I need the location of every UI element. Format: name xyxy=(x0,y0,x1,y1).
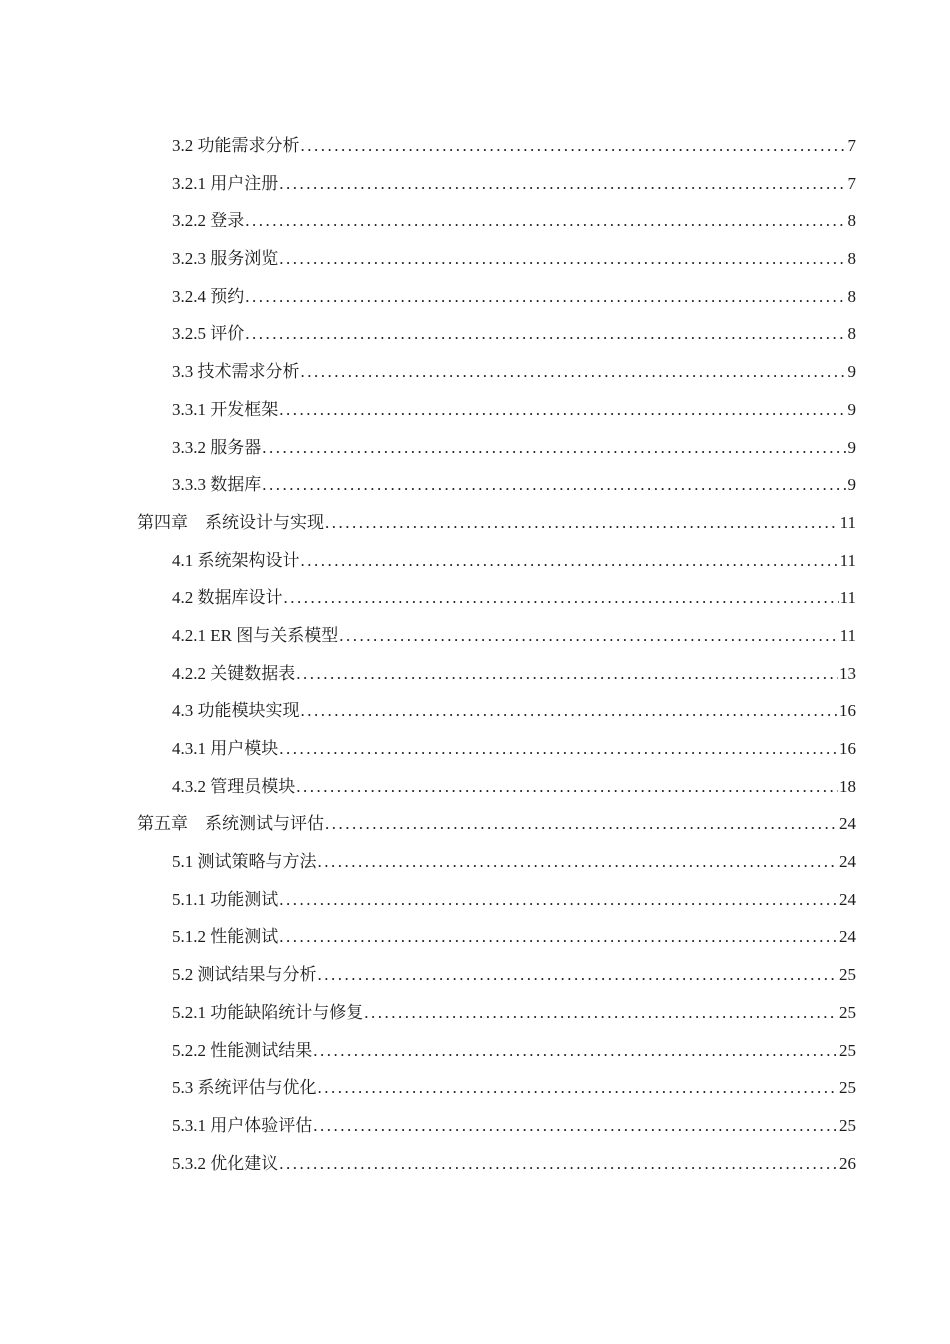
toc-entry[interactable] xyxy=(137,127,856,165)
toc-entry[interactable] xyxy=(137,730,856,768)
toc-entry-page-number: 26 xyxy=(839,1153,856,1173)
toc-entry-page-number: 9 xyxy=(847,437,856,457)
toc-entry-page-number: 25 xyxy=(839,965,856,985)
toc-entry-label: 3.2 功能需求分析 xyxy=(172,136,300,155)
toc-entry[interactable] xyxy=(137,429,856,467)
dotted-leader xyxy=(279,918,838,956)
toc-entry-label: 3.2.4 预约 xyxy=(172,286,245,306)
dotted-leader xyxy=(279,165,846,203)
toc-entry-page-number: 25 xyxy=(839,1078,856,1098)
dotted-leader xyxy=(313,1107,838,1145)
toc-entry-label: 3.3.1 开发框架 xyxy=(172,399,279,419)
dotted-leader xyxy=(296,768,838,806)
toc-entry[interactable] xyxy=(137,1107,856,1145)
toc-entry-page-number: 24 xyxy=(839,852,856,872)
dotted-leader xyxy=(301,353,847,391)
dotted-leader xyxy=(296,655,838,693)
toc-entry-page-number: 9 xyxy=(847,399,856,419)
toc-entry-label: 4.3.1 用户模块 xyxy=(172,739,279,758)
toc-entry-label: 5.3 系统评估与优化 xyxy=(172,1078,317,1098)
toc-entry-label: 3.2.3 服务浏览 xyxy=(172,249,279,269)
toc-entry-label: 5.1.2 性能测试 xyxy=(172,927,279,947)
toc-entry[interactable] xyxy=(137,1069,856,1107)
dotted-leader xyxy=(262,466,846,504)
dotted-leader xyxy=(279,881,838,919)
toc-entry-page-number: 11 xyxy=(839,550,856,570)
toc-entry[interactable] xyxy=(137,843,856,881)
toc-entry-page-number: 11 xyxy=(839,625,856,645)
dotted-leader xyxy=(279,730,838,768)
toc-entry-label: 3.3 技术需求分析 xyxy=(172,362,300,382)
toc-entry-page-number: 8 xyxy=(847,286,856,306)
toc-entry-label: 3.3.2 服务器 xyxy=(172,437,262,457)
dotted-leader xyxy=(364,994,838,1032)
toc-entry[interactable] xyxy=(137,768,856,806)
dotted-leader xyxy=(279,240,846,278)
toc-entry-label: 5.1.1 功能测试 xyxy=(172,889,279,909)
toc-entry-label: 4.2.2 关键数据表 xyxy=(172,663,296,683)
toc-entry-label: 3.2.5 评价 xyxy=(172,324,245,344)
toc-entry-label: 4.3 功能模块实现 xyxy=(172,701,300,721)
dotted-leader xyxy=(301,127,847,165)
toc-entry-label: 4.3.2 管理员模块 xyxy=(172,776,296,796)
dotted-leader xyxy=(284,579,839,617)
toc-entry-label: 5.3.1 用户体验评估 xyxy=(172,1115,313,1135)
toc-entry[interactable] xyxy=(137,315,856,353)
toc-entry-page-number: 11 xyxy=(839,512,856,532)
toc-entry[interactable] xyxy=(137,692,856,730)
toc-entry-label: 4.2 数据库设计 xyxy=(172,588,283,608)
toc-entry-label: 第五章 系统测试与评估 xyxy=(137,814,324,834)
toc-entry-page-number: 24 xyxy=(839,814,856,834)
toc-entry[interactable] xyxy=(137,881,856,919)
toc-entry-page-number: 16 xyxy=(839,739,856,758)
dotted-leader xyxy=(262,429,846,467)
toc-entry-label: 5.2.1 功能缺陷统计与修复 xyxy=(172,1002,364,1022)
toc-entry-label: 3.2.1 用户注册 xyxy=(172,173,279,193)
toc-entry-page-number: 8 xyxy=(847,249,856,269)
toc-entry-page-number: 9 xyxy=(847,362,856,382)
toc-entry-label: 5.2.2 性能测试结果 xyxy=(172,1040,313,1060)
toc-entry-page-number: 8 xyxy=(847,211,856,231)
toc-entry-label: 3.3.3 数据库 xyxy=(172,475,262,495)
toc-entry[interactable] xyxy=(137,202,856,240)
toc-entry[interactable] xyxy=(137,353,856,391)
toc-entry[interactable] xyxy=(137,918,856,956)
toc-entry-label: 3.2.2 登录 xyxy=(172,211,245,231)
toc-entry-page-number: 8 xyxy=(847,324,856,344)
toc-entry-page-number: 25 xyxy=(839,1002,856,1022)
toc-entry-page-number: 16 xyxy=(839,701,856,721)
dotted-leader xyxy=(245,202,846,240)
dotted-leader xyxy=(339,617,838,655)
toc-entry-page-number: 24 xyxy=(839,889,856,909)
dotted-leader xyxy=(301,542,839,580)
dotted-leader xyxy=(313,1032,838,1070)
toc-entry[interactable] xyxy=(137,542,856,580)
toc-entry-page-number: 18 xyxy=(839,776,856,796)
dotted-leader xyxy=(301,692,839,730)
dotted-leader xyxy=(279,391,846,429)
dotted-leader xyxy=(245,278,846,316)
dotted-leader xyxy=(318,956,839,994)
toc-entry-label: 4.2.1 ER 图与关系模型 xyxy=(172,625,339,645)
toc-entry-page-number: 13 xyxy=(839,663,856,683)
toc-entry[interactable] xyxy=(137,805,856,843)
dotted-leader xyxy=(325,805,838,843)
toc-entry[interactable] xyxy=(137,240,856,278)
toc-entry-page-number: 9 xyxy=(847,475,856,495)
toc-entry-page-number: 24 xyxy=(839,927,856,947)
toc-entry[interactable] xyxy=(137,165,856,203)
toc-entry[interactable] xyxy=(137,579,856,617)
toc-entry[interactable] xyxy=(137,956,856,994)
toc-entry[interactable] xyxy=(137,655,856,693)
toc-entry[interactable] xyxy=(137,1032,856,1070)
toc-entry[interactable] xyxy=(137,617,856,655)
dotted-leader xyxy=(318,1069,839,1107)
table-of-contents xyxy=(137,127,856,1182)
toc-entry-page-number: 25 xyxy=(839,1115,856,1135)
toc-entry[interactable] xyxy=(137,466,856,504)
toc-entry[interactable] xyxy=(137,278,856,316)
toc-entry-page-number: 25 xyxy=(839,1040,856,1060)
toc-entry-page-number: 7 xyxy=(847,173,856,193)
toc-entry[interactable] xyxy=(137,504,856,542)
toc-entry[interactable] xyxy=(137,391,856,429)
dotted-leader xyxy=(245,315,846,353)
toc-entry-label: 5.3.2 优化建议 xyxy=(172,1153,279,1173)
toc-entry[interactable] xyxy=(137,994,856,1032)
toc-entry-page-number: 7 xyxy=(847,136,856,155)
toc-entry[interactable] xyxy=(137,1145,856,1183)
dotted-leader xyxy=(279,1145,838,1183)
toc-entry-label: 第四章 系统设计与实现 xyxy=(137,512,324,532)
dotted-leader xyxy=(318,843,839,881)
toc-entry-page-number: 11 xyxy=(839,588,856,608)
toc-entry-label: 4.1 系统架构设计 xyxy=(172,550,300,570)
toc-entry-label: 5.2 测试结果与分析 xyxy=(172,965,317,985)
toc-entry-label: 5.1 测试策略与方法 xyxy=(172,852,317,872)
dotted-leader xyxy=(325,504,839,542)
